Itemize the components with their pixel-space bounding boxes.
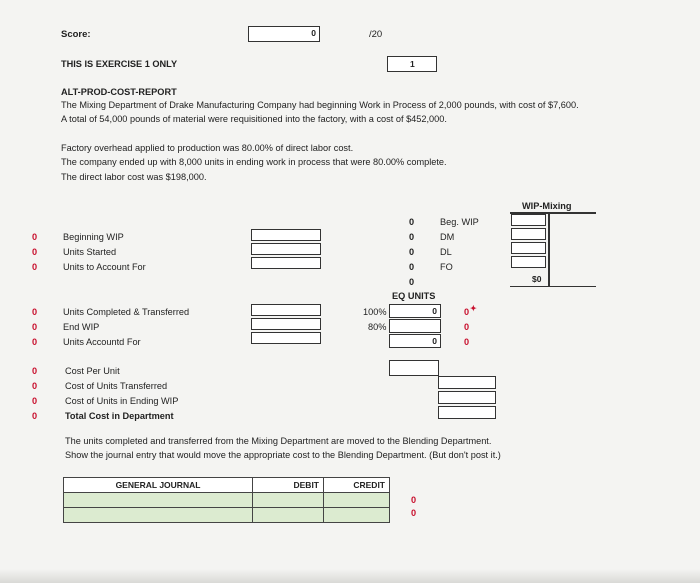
general-journal-table — [63, 477, 390, 523]
journal-debit-cell[interactable] — [253, 508, 324, 523]
journal-credit-cell[interactable] — [324, 493, 390, 508]
status-indicator: 0 — [32, 396, 38, 406]
units-inputs — [251, 229, 321, 269]
journal-row — [64, 493, 390, 508]
bottom-edge — [0, 569, 700, 583]
wip-label-dl: DL — [440, 247, 452, 257]
input-cost-per-unit[interactable] — [389, 360, 439, 376]
eq-value-total: 0 — [432, 336, 437, 346]
label-units-to-account: Units to Account For — [63, 262, 146, 272]
wip-value-4: 0 — [409, 262, 415, 272]
journal-instruction-2: Show the journal entry that would move the appropriate cost to the Blending Department. (But don't post it.) — [65, 450, 501, 460]
input-end-wip[interactable] — [251, 318, 321, 330]
journal-debit-cell[interactable] — [253, 493, 324, 508]
wip-input-dm[interactable] — [511, 228, 546, 240]
input-units-accounted[interactable] — [251, 332, 321, 344]
eq-units-title: EQ UNITS — [392, 291, 436, 301]
score-label: Score: — [61, 29, 91, 40]
problem-line-4: The company ended up with 8,000 units in ending work in process that were 80.00% complete. — [61, 157, 447, 167]
journal-row — [64, 508, 390, 523]
status-indicator: 0 — [464, 337, 470, 347]
eq-pct-completed: 100% — [363, 307, 387, 317]
input-cost-ending-wip[interactable] — [438, 391, 496, 404]
problem-line-5: The direct labor cost was $198,000. — [61, 172, 207, 182]
t-account-divider — [548, 212, 550, 287]
status-indicator: 0 — [32, 322, 38, 332]
journal-instruction-1: The units completed and transferred from the Mixing Department are moved to the Blending Department. — [65, 436, 492, 446]
wip-value-2: 0 — [409, 232, 415, 242]
status-indicator: 0 — [32, 381, 38, 391]
exercise-number: 1 — [410, 59, 415, 69]
problem-line-1: The Mixing Department of Drake Manufacturing Company had beginning Work in Process of 2,000 pounds, with cost of $7,600. — [61, 100, 579, 110]
wip-input-dl[interactable] — [511, 242, 546, 254]
input-units-to-account[interactable] — [251, 257, 321, 269]
label-beginning-wip: Beginning WIP — [63, 232, 124, 242]
wip-value-5: 0 — [409, 277, 415, 287]
label-units-completed: Units Completed & Transferred — [63, 307, 190, 317]
eq-value-completed: 0 — [432, 306, 437, 316]
journal-header-row — [64, 478, 390, 493]
wip-total: $0 — [532, 274, 542, 284]
status-indicator: 0 — [464, 307, 470, 317]
status-indicator: 0 — [32, 247, 38, 257]
problem-title: ALT-PROD-COST-REPORT — [61, 87, 177, 97]
exercise-number-input[interactable] — [387, 56, 437, 72]
status-indicator: 0 — [32, 337, 38, 347]
input-units-completed[interactable] — [251, 304, 321, 316]
score-box — [248, 26, 320, 42]
status-indicator: 0 — [32, 262, 38, 272]
wip-label-beg: Beg. WIP — [440, 217, 479, 227]
exercise-label: THIS IS EXERCISE 1 ONLY — [61, 59, 178, 69]
eq-input-completed[interactable] — [389, 304, 441, 318]
wip-debit-inputs — [511, 214, 546, 268]
eq-input-end-wip[interactable] — [389, 319, 441, 333]
problem-line-3: Factory overhead applied to production was 80.00% of direct labor cost. — [61, 143, 354, 153]
wip-input-beg[interactable] — [511, 214, 546, 226]
score-total: /20 — [369, 29, 383, 40]
status-indicator: 0 — [464, 322, 470, 332]
score-value: 0 — [311, 28, 316, 38]
wip-label-dm: DM — [440, 232, 455, 242]
status-indicator: 0 — [32, 366, 38, 376]
t-account-total-line — [510, 286, 596, 287]
wip-title: WIP-Mixing — [522, 201, 572, 211]
journal-header-credit: CREDIT — [324, 478, 390, 493]
wip-value-1: 0 — [409, 217, 415, 227]
journal-header-debit: DEBIT — [253, 478, 324, 493]
journal-account-cell[interactable] — [64, 493, 253, 508]
wip-input-fo[interactable] — [511, 256, 546, 268]
problem-line-2: A total of 54,000 pounds of material were requisitioned into the factory, with a cost of $452,000. — [61, 114, 447, 124]
status-indicator: 0 — [32, 411, 38, 421]
cost-inputs — [438, 376, 496, 419]
eq-input-total[interactable] — [389, 334, 441, 348]
journal-account-cell[interactable] — [64, 508, 253, 523]
status-indicator: 0 — [32, 232, 38, 242]
label-total-cost: Total Cost in Department — [65, 411, 174, 421]
label-end-wip: End WIP — [63, 322, 100, 332]
wip-label-fo: FO — [440, 262, 453, 272]
status-indicator: 0 — [32, 307, 38, 317]
eq-pct-end-wip: 80% — [368, 322, 387, 332]
label-cost-per-unit: Cost Per Unit — [65, 366, 120, 376]
label-cost-transferred: Cost of Units Transferred — [65, 381, 168, 391]
completed-inputs — [251, 304, 321, 344]
status-indicator: 0 — [411, 508, 417, 518]
label-cost-ending-wip: Cost of Units in Ending WIP — [65, 396, 179, 406]
input-cost-transferred[interactable] — [438, 376, 496, 389]
input-beginning-wip[interactable] — [251, 229, 321, 241]
label-units-accounted: Units Accountd For — [63, 337, 141, 347]
cursor-mark-icon: ✦ — [470, 304, 477, 313]
input-units-started[interactable] — [251, 243, 321, 255]
input-total-cost[interactable] — [438, 406, 496, 419]
wip-value-3: 0 — [409, 247, 415, 257]
journal-header-account: GENERAL JOURNAL — [64, 478, 253, 493]
journal-credit-cell[interactable] — [324, 508, 390, 523]
label-units-started: Units Started — [63, 247, 117, 257]
status-indicator: 0 — [411, 495, 417, 505]
